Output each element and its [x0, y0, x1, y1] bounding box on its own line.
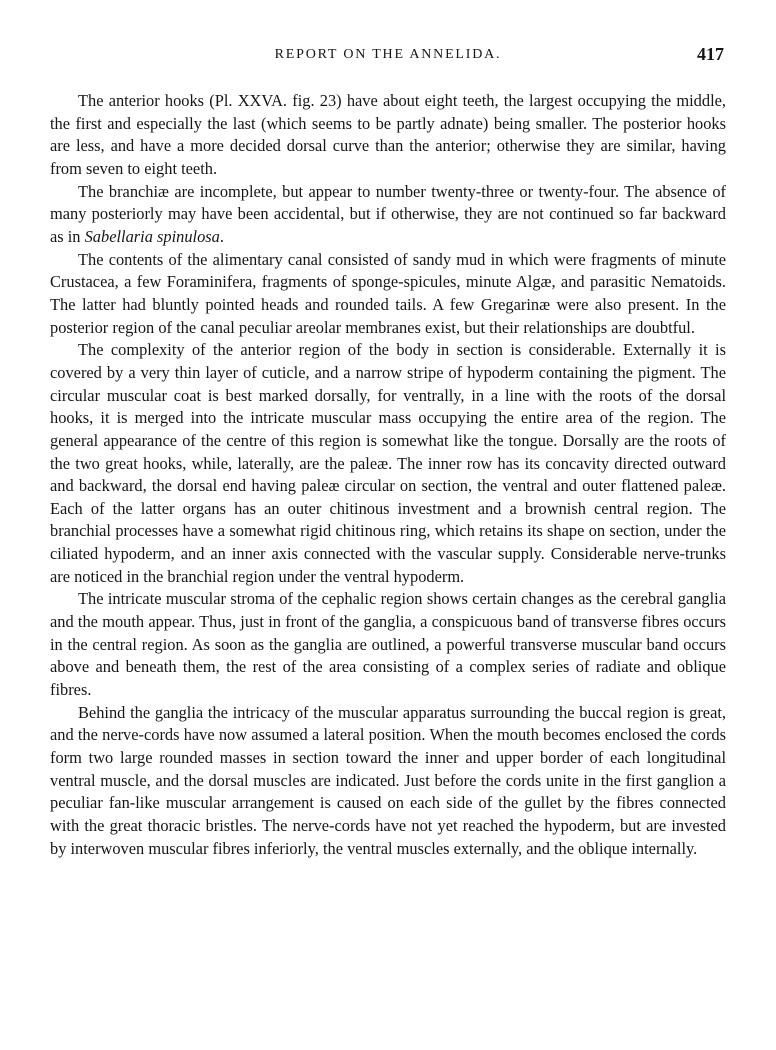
page-header [0, 44, 776, 70]
paragraph-alimentary-canal [50, 249, 726, 340]
paragraph-cephalic-region [50, 588, 726, 701]
paragraph-text: Behind the ganglia the intricacy of the muscular apparatus surrounding the buccal region is great, and the nerve-cords have now assumed a lateral position. When the mouth becomes enclosed the cords form two large rounded masses in section toward the inner and upper border of each longitudinal ventral muscle, and the dorsal muscles are indicated. Just before the cords unite in the first ganglion a peculiar fan-like muscular arrangement is caused on each side of the gullet by the fibres connected with the great thoracic bristles. The nerve-cords have not yet reached the hypoderm, but are invested by interwoven muscular fibres inferiorly, the ventral muscles externally, and the oblique internally. [50, 702, 726, 858]
running-title: REPORT ON THE ANNELIDA. [274, 47, 502, 62]
paragraph-text: The intricate muscular stroma of the cephalic region shows certain changes as the cerebral ganglia and the mouth appear. Thus, just in front of the ganglia, a conspicuous band of transverse fibres occurs in the central region. As soon as the ganglia are outlined, a powerful transverse muscular band occurs above and beneath them, the rest of the area consisting of a complex series of radiate and oblique fibres. [50, 589, 726, 700]
page-number: 417 [697, 44, 724, 64]
body-text [50, 90, 726, 860]
paragraph-anterior-region [50, 339, 726, 588]
paragraph-anterior-hooks [50, 90, 726, 181]
paragraph-text: The complexity of the anterior region of the body in section is considerable. Externally it is covered by a very thin layer of cuticle, and a narrow stripe of hypoderm containing the pigment. The circular muscular coat is best marked dorsally, for ventrally, in a line with the roots of the dorsal hooks, it is merged into the intricate muscular mass occupying the entire area of the region. The general appearance of the centre of this region is somewhat like the tongue. Dorsally are the roots of the two great hooks, while, laterally, are the paleæ. The inner row has its concavity directed outward and backward, the dorsal end having paleæ circular on section, the ventral and outer flattened paleæ. Each of the latter organs has an outer chitinous investment and a brownish central region. The branchial processes have a somewhat rigid chitinous ring, which retains its shape on section, under the ciliated hypoderm, and an inner axis connected with the vascular supply. Considerable nerve-trunks are noticed in the branchial region under the ventral hypoderm. [50, 340, 726, 586]
species-name: Sabellaria spinulosa [84, 226, 220, 246]
paragraph-text-end: . [219, 226, 224, 246]
paragraph-buccal-region [50, 702, 726, 861]
paragraph-branchiae [50, 181, 726, 249]
paragraph-text: The contents of the alimentary canal consisted of sandy mud in which were fragments of minute Crustacea, a few Foraminifera, fragments of sponge-spicules, minute Algæ, and parasitic Nematoids. The latter had bluntly pointed heads and rounded tails. A few Gregarinæ were also present. In the posterior region of the canal peculiar areolar membranes exist, but their relationships are doubtful. [50, 249, 726, 337]
paragraph-text: The anterior hooks (Pl. XXVA. fig. 23) have about eight teeth, the largest occupying the middle, the first and especially the last (which seems to be partly adnate) being smaller. The posterior hooks are less, and have a more decided dorsal curve than the anterior; otherwise they are similar, having from seven to eight teeth. [50, 91, 726, 178]
paragraph-text: The branchiæ are incomplete, but appear to number twenty-three or twenty-four. The absence of many posteriorly may have been accidental, but if otherwise, they are not continued so far backward as in [50, 181, 726, 246]
